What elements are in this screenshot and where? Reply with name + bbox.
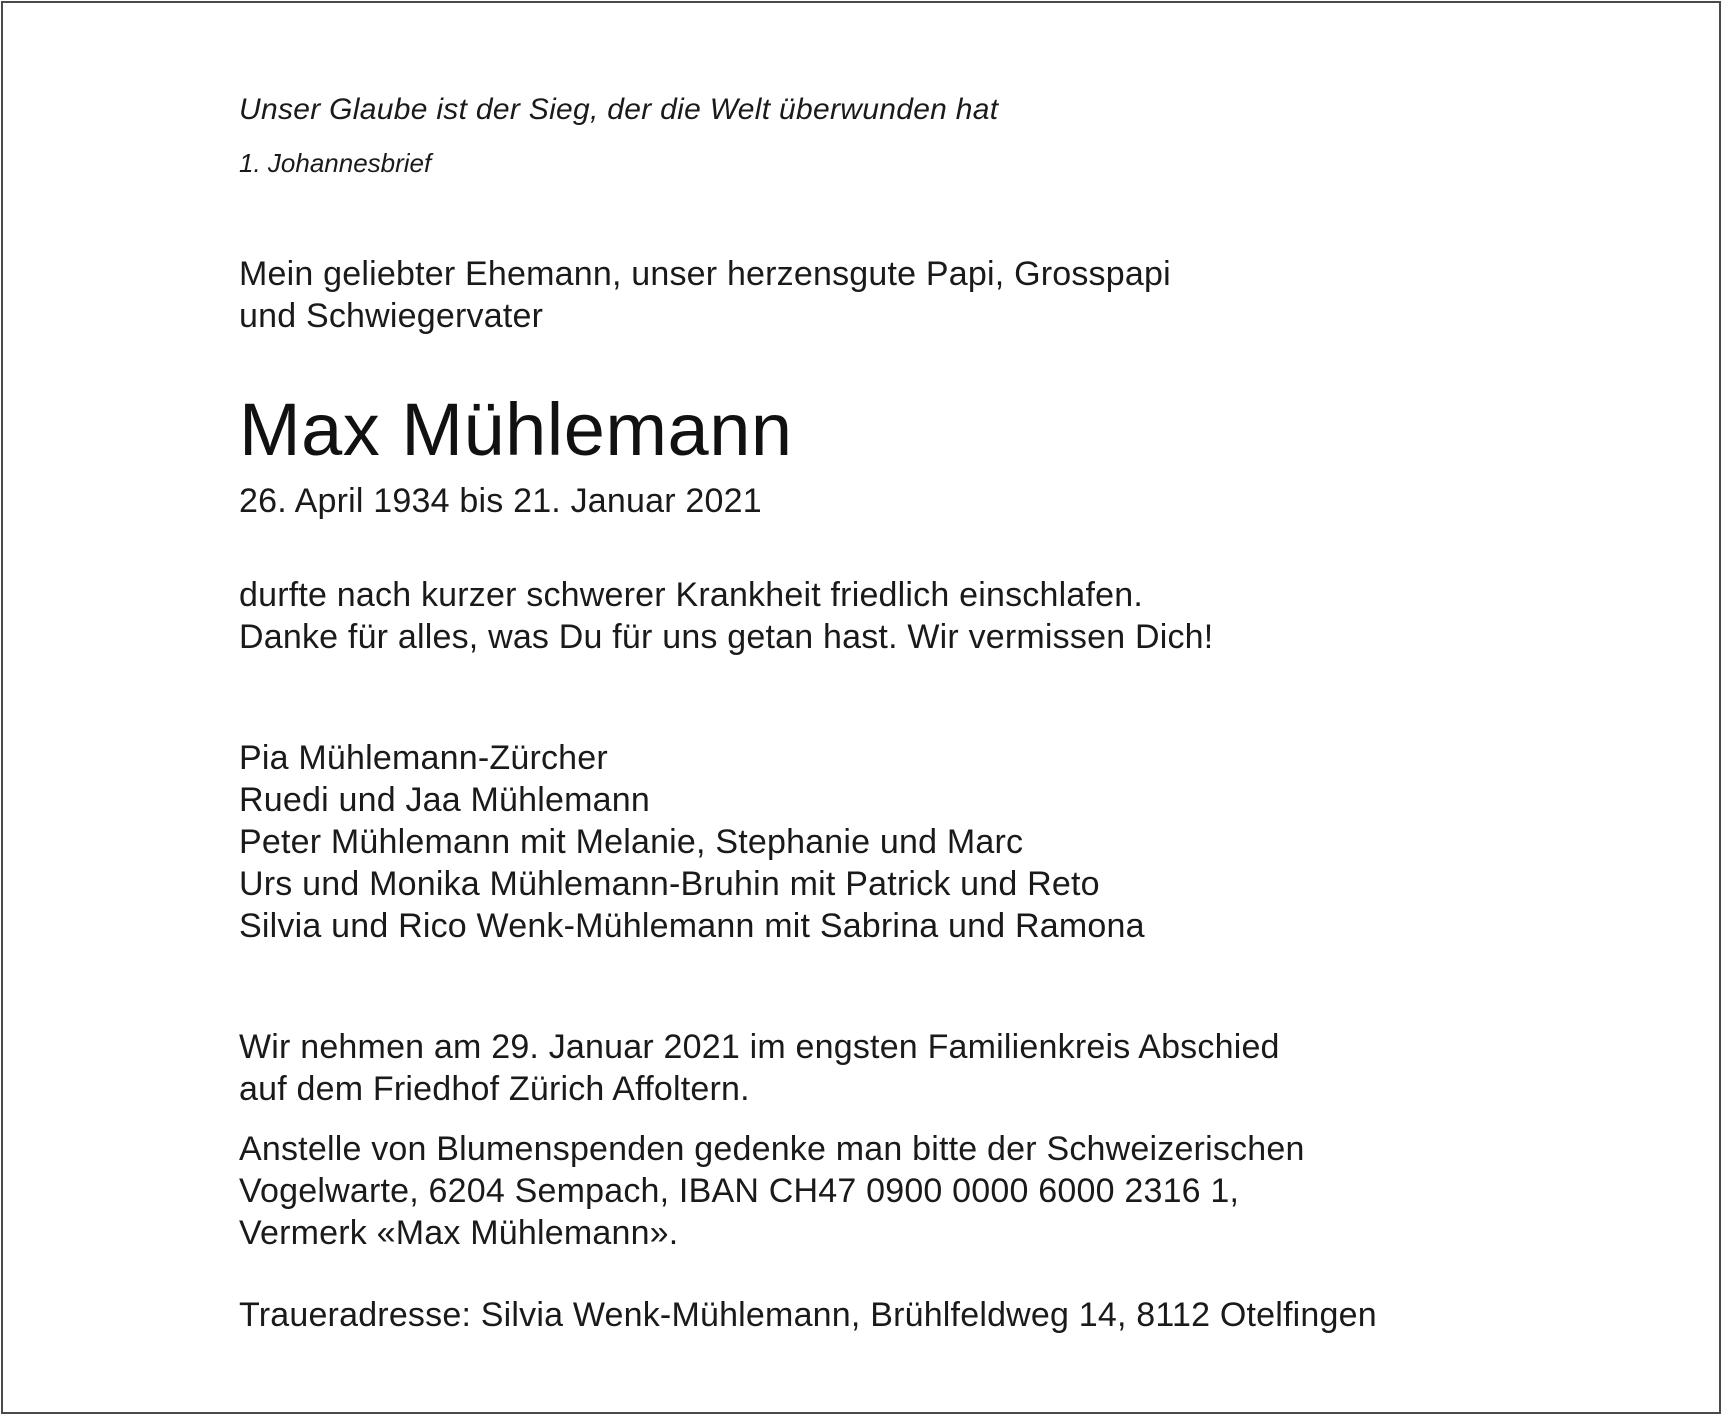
- mourner-4: Urs und Monika Mühlemann-Bruhin mit Patrick und Reto: [239, 865, 1100, 903]
- intro-line-2: und Schwiegervater: [239, 297, 544, 335]
- mourner-1: Pia Mühlemann-Zürcher: [239, 739, 608, 777]
- bible-quote: Unser Glaube ist der Sieg, der die Welt überwunden hat: [239, 93, 999, 126]
- donation-line-1: Anstelle von Blumenspenden gedenke man bitte der Schweizerischen: [239, 1130, 1305, 1168]
- mourner-3: Peter Mühlemann mit Melanie, Stephanie und Marc: [239, 823, 1024, 861]
- mourner-5: Silvia und Rico Wenk-Mühlemann mit Sabrina und Ramona: [239, 907, 1145, 945]
- farewell-line-2: auf dem Friedhof Zürich Affoltern.: [239, 1070, 750, 1108]
- message-line-2: Danke für alles, was Du für uns getan hast. Wir vermissen Dich!: [239, 618, 1214, 656]
- mourner-2: Ruedi und Jaa Mühlemann: [239, 781, 650, 819]
- farewell-line-1: Wir nehmen am 29. Januar 2021 im engsten Familienkreis Abschied: [239, 1028, 1280, 1066]
- quote-source: 1. Johannesbrief: [239, 148, 432, 178]
- obituary-frame: [1, 1, 1721, 1414]
- life-dates: 26. April 1934 bis 21. Januar 2021: [239, 482, 762, 520]
- message-line-1: durfte nach kurzer schwerer Krankheit friedlich einschlafen.: [239, 576, 1143, 614]
- deceased-name: Max Mühlemann: [239, 388, 793, 471]
- donation-line-2: Vogelwarte, 6204 Sempach, IBAN CH47 0900 0000 6000 2316 1,: [239, 1172, 1240, 1210]
- mourning-address: Traueradresse: Silvia Wenk-Mühlemann, Brühlfeldweg 14, 8112 Otelfingen: [239, 1296, 1377, 1334]
- intro-line-1: Mein geliebter Ehemann, unser herzensgute Papi, Grosspapi: [239, 255, 1171, 293]
- donation-line-3: Vermerk «Max Mühlemann».: [239, 1214, 679, 1252]
